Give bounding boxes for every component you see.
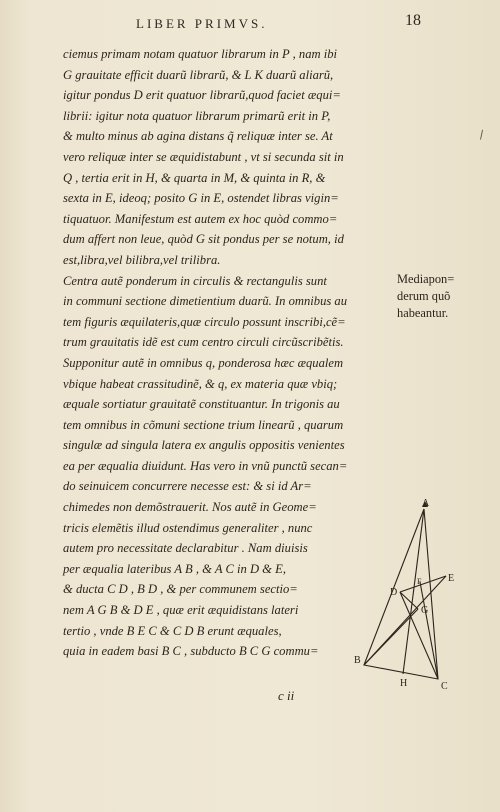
text-line: Q , tertia erit in H, & quarta in M, & quinta in R, & [63,170,326,185]
margin-note-line: derum quõ [397,289,451,303]
text-line: tricis elemẽtis illud ostendimus generaliter , nunc [63,520,313,535]
label-a: A [422,498,430,509]
label-h: H [400,678,408,689]
text-line: G grauitate efficit duarũ librarũ, & L K duarũ aliarũ, [63,67,334,82]
text-line: vbique habeat crassitudinẽ, & q, ex materia quæ vbiq; [63,376,338,391]
text-line: & multo minus ab agina distans q̃ reliquæ inter se. At [63,129,333,144]
label-b: B [354,655,361,666]
text-line: Supponitur autẽ in omnibus q, ponderosa hæc æqualem [63,355,344,370]
running-title: LIBER PRIMVS. [136,16,268,31]
signature-mark: c ii [278,688,295,703]
text-line: tem omnibus in cõmuni sectione trium linearũ , quarum [63,417,344,432]
median-a-h [403,509,424,674]
text-line: tiquatuor. Manifestum est autem ex hoc quòd commo= [63,211,338,226]
text-line: chimedes non demõstrauerit. Nos autẽ in Geome= [63,500,317,515]
page-number: 18 [405,12,421,29]
text-line: Centra autẽ ponderum in circulis & rectangulis sunt [63,273,327,288]
text-line: do seinuicem concurrere necesse est: & si id Ar= [63,479,312,494]
text-line: quia in eadem basi B C , subducto B C G commu= [63,644,319,659]
text-line: ea per æqualia diuidunt. Has vero in vnũ punctũ secan= [63,458,348,473]
segment-f-c [420,582,438,679]
text-line: tertio , vnde B E C & C D B erunt æquales, [63,623,282,638]
text-line: librii: igitur nota quatuor librarum primarũ erit in P, [63,108,331,123]
margin-note [397,271,487,322]
segment-d-g [400,592,418,609]
text-line: igitur pondus D erit quatuor librarũ,quod faciet æqui= [63,88,341,103]
text-line: tem figuris æquilateris,quæ circulo possunt inscribi,cẽ= [63,314,346,329]
label-g: G [421,605,429,616]
text-line: & ducta C D , B D , & per communem sectio= [63,582,298,597]
margin-note-line: Mediapon= [397,272,455,286]
margin-tick-mark [480,130,486,141]
label-d: D [390,587,398,598]
triangle-figure [340,495,465,695]
text-line: singulæ ad singula latera ex angulis oppositis venientes [63,438,345,453]
text-line: nem A G B & D E , quæ erit æquidistans lateri [63,603,299,618]
text-line: per æqualia lateribus A B , & A C in D & E, [63,561,286,576]
label-f: F [417,577,422,586]
text-line: autem pro necessitate declarabitur . Nam diuisis [63,541,308,556]
text-line: in communi sectione dimetientium duarũ. In omnibus au [63,294,348,309]
label-e: E [448,573,455,584]
text-line: est,libra,vel bilibra,vel trilibra. [63,252,221,267]
text-line: sexta in E, ideoq; posito G in E, ostendet libras vigin= [63,191,339,206]
segment-b-g [364,609,418,665]
text-line: æquale sortiatur grauitatẽ constituantur. In trigonis au [63,397,340,412]
margin-note-line: habeantur. [397,306,449,320]
label-c: C [441,681,448,692]
triangle-diagram [340,495,465,695]
text-line: dum affert non leue, quòd G sit pondus per se notum, id [63,232,344,247]
text-line: vero reliquæ inter se æquidistabunt , vt si secunda sit in [63,149,344,164]
text-line: trum grauitatis idẽ est cum centro circuli circũscribẽtis. [63,335,344,350]
text-line: ciemus primam notam quatuor librarum in P , nam ibi [63,47,338,61]
